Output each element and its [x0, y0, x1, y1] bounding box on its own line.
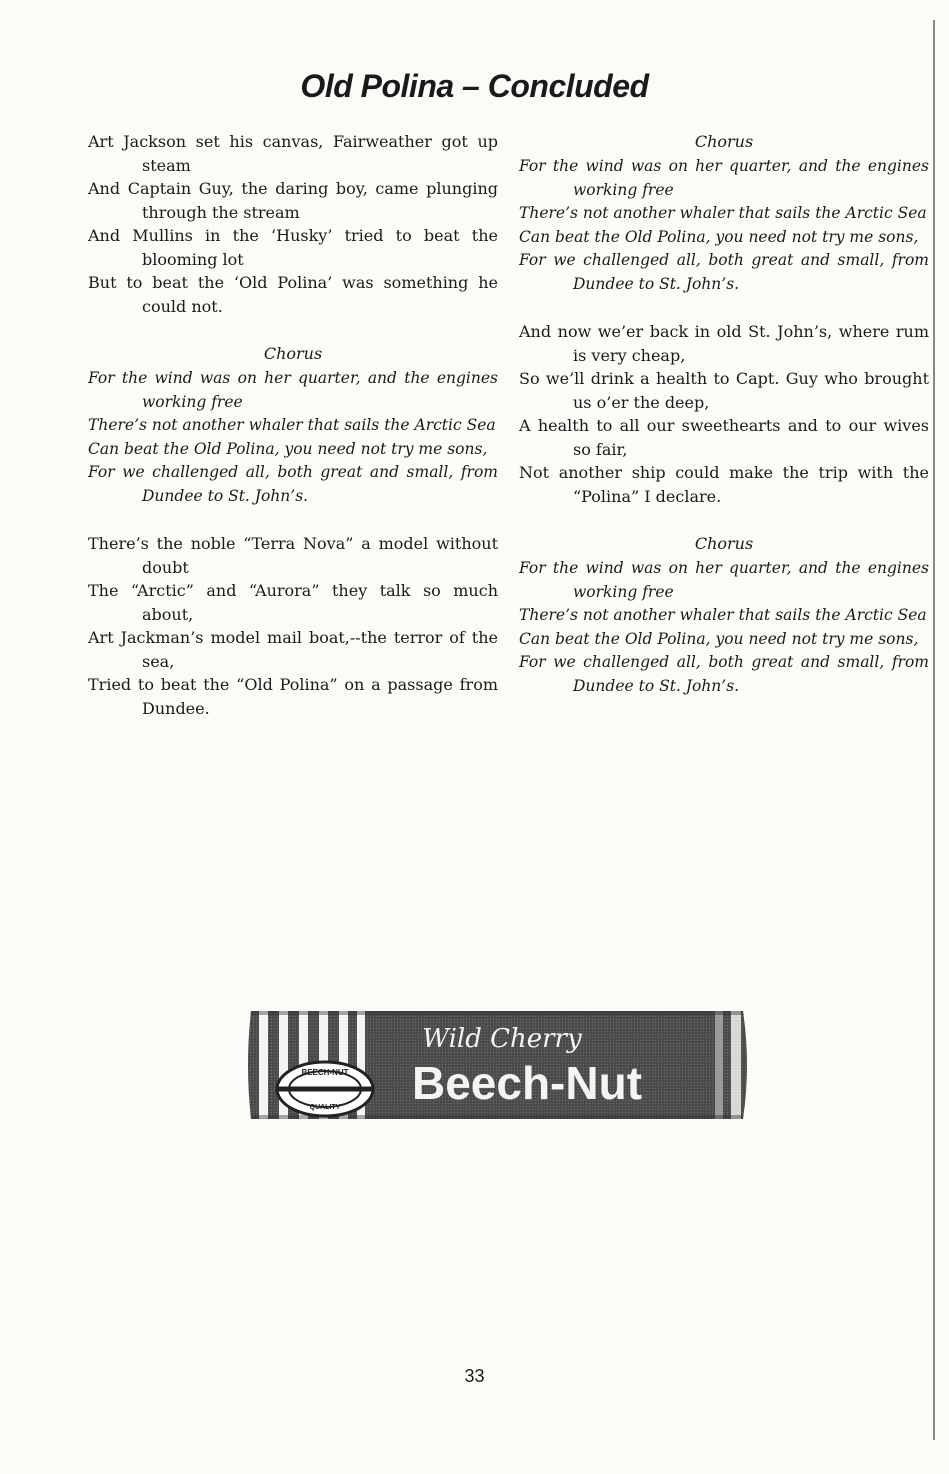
chorus-line: For we challenged all, both great and small, from Dundee to St. John’s. [519, 653, 929, 695]
chorus-right-2 [519, 532, 929, 698]
chorus-line: For we challenged all, both great and small, from Dundee to St. John’s. [519, 251, 929, 293]
chorus-line: There’s not another whaler that sails the Arctic Sea [519, 606, 927, 624]
verse-line: And now we’er back in old St. John’s, where rum is very cheap, [519, 322, 929, 365]
chorus-line: Can beat the Old Polina, you need not try me sons, [519, 227, 919, 246]
page-edge-line [933, 20, 935, 1440]
page-title: Old Polina – Concluded [300, 68, 649, 104]
verse-line: The “Arctic” and “Aurora” they talk so much about, [88, 581, 498, 624]
chorus-heading: Chorus [694, 534, 754, 553]
chorus-line: For the wind was on her quarter, and the engines working free [88, 369, 498, 411]
verse-line: And Captain Guy, the daring boy, came plunging through the stream [88, 179, 498, 222]
chorus-line: Can beat the Old Polina, you need not try me sons, [519, 629, 919, 648]
chorus-heading: Chorus [694, 132, 754, 151]
chorus-line: There’s not another whaler that sails the Arctic Sea [519, 204, 927, 222]
flavor-text: Wild Cherry [422, 1024, 582, 1054]
verse-1 [88, 130, 498, 318]
left-column [88, 130, 498, 744]
verse-line: Not another ship could make the trip with the “Polina” I declare. [519, 463, 929, 506]
verse-line: A health to all our sweethearts and to our wives so fair, [519, 416, 929, 459]
page-number: 33 [464, 1366, 485, 1386]
chorus-left [88, 342, 498, 508]
verse-2 [88, 532, 498, 720]
seal-top-text: BEECH-NUT [301, 1068, 349, 1077]
verse-line: Art Jackman’s model mail boat,--the terror of the sea, [88, 628, 498, 671]
brand-text: Beech-Nut [411, 1057, 643, 1109]
verse-line: There’s the noble “Terra Nova” a model without doubt [88, 534, 498, 577]
verse-line: So we’ll drink a health to Capt. Guy who brought us o’er the deep, [519, 369, 929, 412]
verse-3 [519, 320, 929, 508]
candy-roll-image [237, 1003, 757, 1127]
chorus-line: Can beat the Old Polina, you need not try me sons, [88, 439, 488, 458]
chorus-right-1 [519, 130, 929, 296]
chorus-heading: Chorus [263, 344, 323, 363]
seal-bottom-text: QUALITY [309, 1104, 341, 1111]
verse-line: Art Jackson set his canvas, Fairweather got up steam [88, 132, 498, 175]
verse-line: But to beat the ‘Old Polina’ was something he could not. [88, 273, 498, 316]
chorus-line: There’s not another whaler that sails the Arctic Sea [88, 416, 496, 434]
beech-nut-advertisement [237, 1003, 757, 1127]
verse-line: Tried to beat the “Old Polina” on a passage from Dundee. [88, 675, 498, 718]
chorus-line: For we challenged all, both great and small, from Dundee to St. John’s. [88, 463, 498, 505]
chorus-line: For the wind was on her quarter, and the engines working free [519, 559, 929, 601]
chorus-line: For the wind was on her quarter, and the engines working free [519, 157, 929, 199]
verse-line: And Mullins in the ‘Husky’ tried to beat the blooming lot [88, 226, 498, 269]
right-column [519, 130, 929, 722]
